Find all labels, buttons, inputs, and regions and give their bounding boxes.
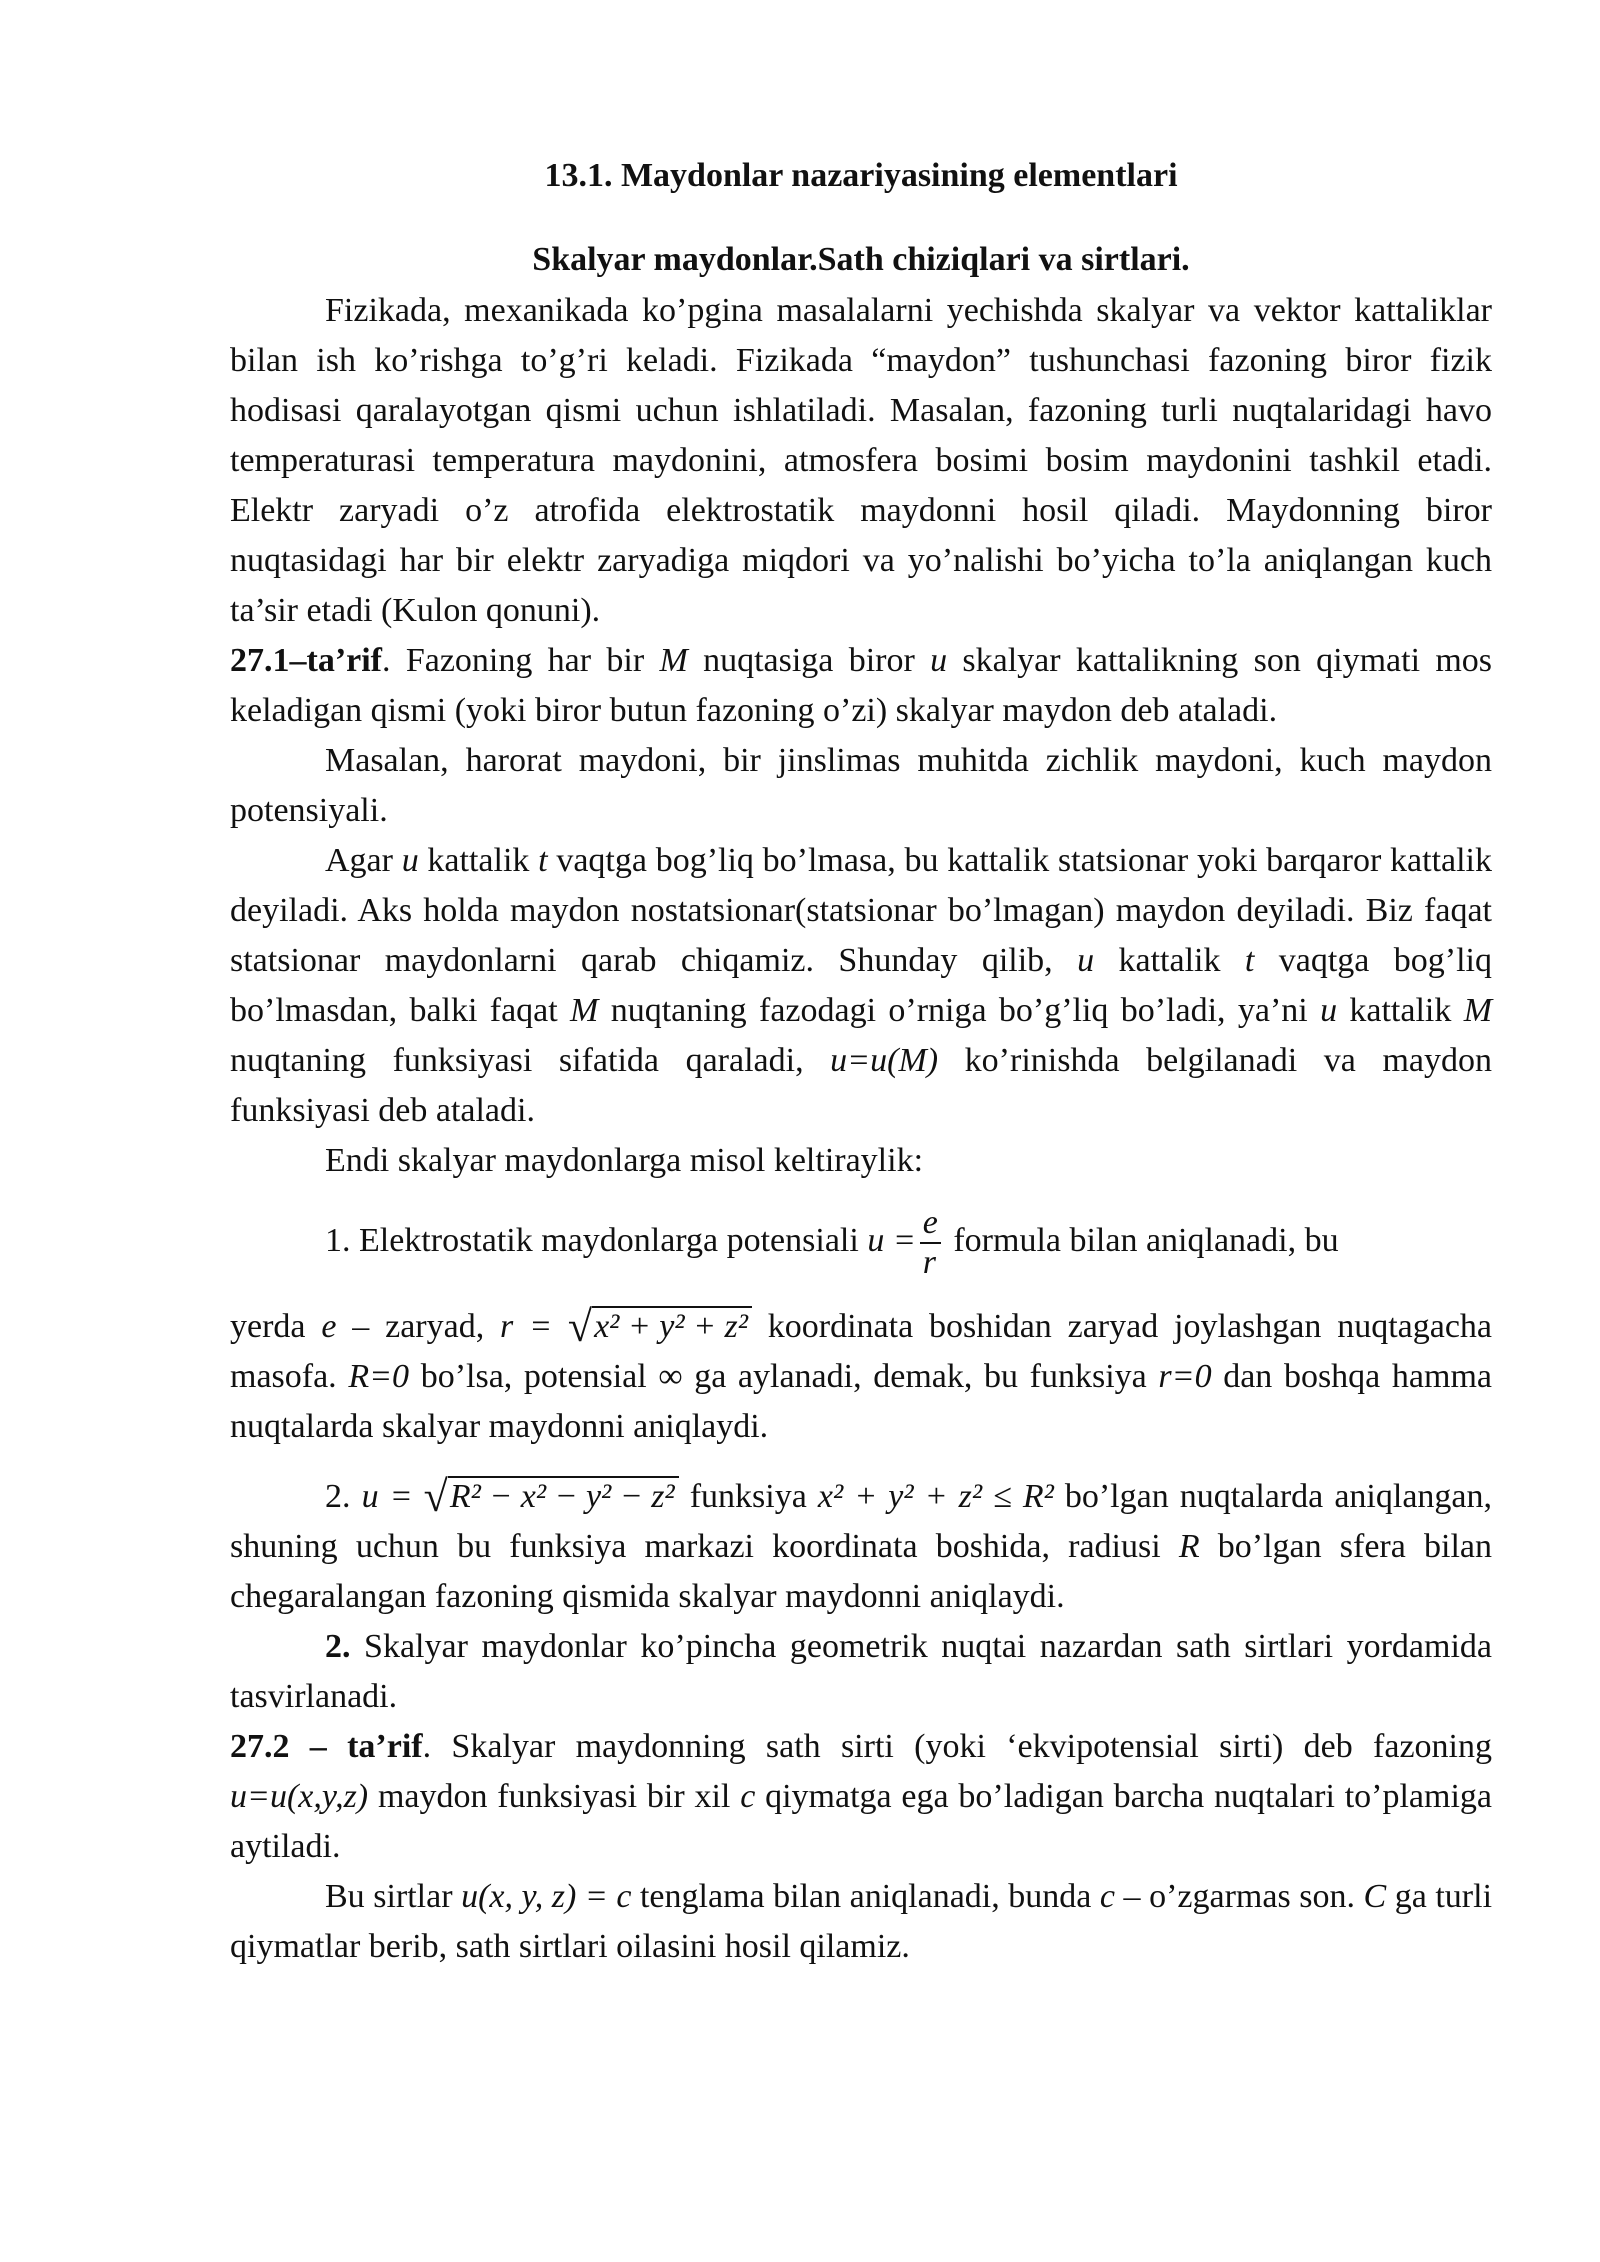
paragraph-intro: Fizikada, mexanikada ko’pgina masalalarni yechishda skalyar va vektor kattaliklar bilan ish ko’rishga to’g’ri keladi. Fizikada “maydon” tushunchasi fazoning biror fizik hodisasi qaralayotgan qismi uchun ishlatiladi. Masalan, fazoning turli nuqtalaridagi havo temperaturasi temperatura maydonini, atmosfera bosimi bosim maydonini tashkil etadi. Elektr zaryadi o’z atrofida elektrostatik maydonni hosil qiladi. Maydonning biror nuqtasidagi har bir elektr zaryadiga miqdori va yo’nalishi bo’yicha to’la aniqlangan kuch ta’sir etadi (Kulon qonuni). (230, 292, 1492, 629)
definition-27-2: 27.2 – ta’rif. Skalyar maydonning sath sirti (yoki ‘ekvipotensial sirti) deb fazoning u=u(x,y,z) maydon funksiyasi bir xil c qiymatga ega bo’ladigan barcha nuqtalari to’plamiga aytiladi. (230, 1728, 1493, 1865)
definition-27-1: 27.1–ta’rif. Fazoning har bir M nuqtasiga biror u skalyar kattalikning son qiymati mos keladigan qismi (yoki biror butun fazoning o’zi) skalyar maydon deb ataladi. (230, 642, 1492, 729)
example-2: 2. u = √R² − x² − y² − z² funksiya x² + y² + z² ≤ R² bo’lgan nuqtalarda aniqlangan, shuning uchun bu funksiya markazi koordinata boshida, radiusi R bo’lgan sfera bilan chegaralangan fazoning qismida skalyar maydonni aniqlaydi. (230, 1468, 1492, 1622)
sqrt-r-formula: √x² + y² + z² (568, 1298, 752, 1352)
paragraph-surface-equation: Bu sirtlar u(x, y, z) = c tenglama bilan aniqlanadi, bunda c – o’zgarmas son. C ga turli qiymatlar berib, sath sirtlari oilasini hosil qilamiz. (230, 1878, 1493, 1965)
section-title: 13.1. Maydonlar nazariyasining elementlari (544, 157, 1178, 194)
definition-label: 27.2 – ta’rif (230, 1728, 423, 1765)
section-subtitle: Skalyar maydonlar.Sath chiziqlari va sirtlari. (532, 241, 1190, 278)
document-body (230, 148, 1492, 1972)
paragraph-example-intro: Endi skalyar maydonlarga misol keltiraylik: (325, 1142, 924, 1179)
paragraph-level-surfaces: 2. Skalyar maydonlar ko’pincha geometrik nuqtai nazardan sath sirtlari yordamida tasvirlanadi. (230, 1628, 1492, 1715)
fraction-e-over-r: $\frac{e}{r}$ (920, 1204, 941, 1282)
paragraph-examples: Masalan, harorat maydoni, bir jinslimas muhitda zichlik maydoni, kuch maydon potensiyali. (230, 742, 1492, 829)
sqrt-sphere-formula: √R² − x² − y² − z² (424, 1468, 679, 1522)
definition-label: 27.1–ta’rif (230, 642, 383, 679)
paragraph-stationary: Agar u kattalik t vaqtga bog’liq bo’lmasa, bu kattalik statsionar yoki barqaror kattalik deyiladi. Aks holda maydon nostatsionar(statsionar bo’lmagan) maydon deyiladi. Biz faqat statsionar maydonlarni qarab chiqamiz. Shunday qilib, u kattalik t vaqtga bog’liq bo’lmasdan, balki faqat M nuqtaning fazodagi o’rniga bo’g’liq bo’ladi, ya’ni u kattalik M nuqtaning funksiyasi sifatida qaraladi, u=u(M) ko’rinishda belgilanadi va maydon funksiyasi deb ataladi. (230, 842, 1493, 1129)
example-1-continued: yerda e – zaryad, r = √x² + y² + z² koordinata boshidan zaryad joylashgan nuqtagacha masofa. R=0 bo’lsa, potensial ∞ ga aylanadi, demak, bu funksiya r=0 dan boshqa hamma nuqtalarda skalyar maydonni aniqlaydi. (230, 1298, 1492, 1452)
example-1-line: 1. Elektrostatik maydonlarga potensiali u = $\frac{e}{r}$ formula bilan aniqlanadi, bu (325, 1204, 1339, 1281)
